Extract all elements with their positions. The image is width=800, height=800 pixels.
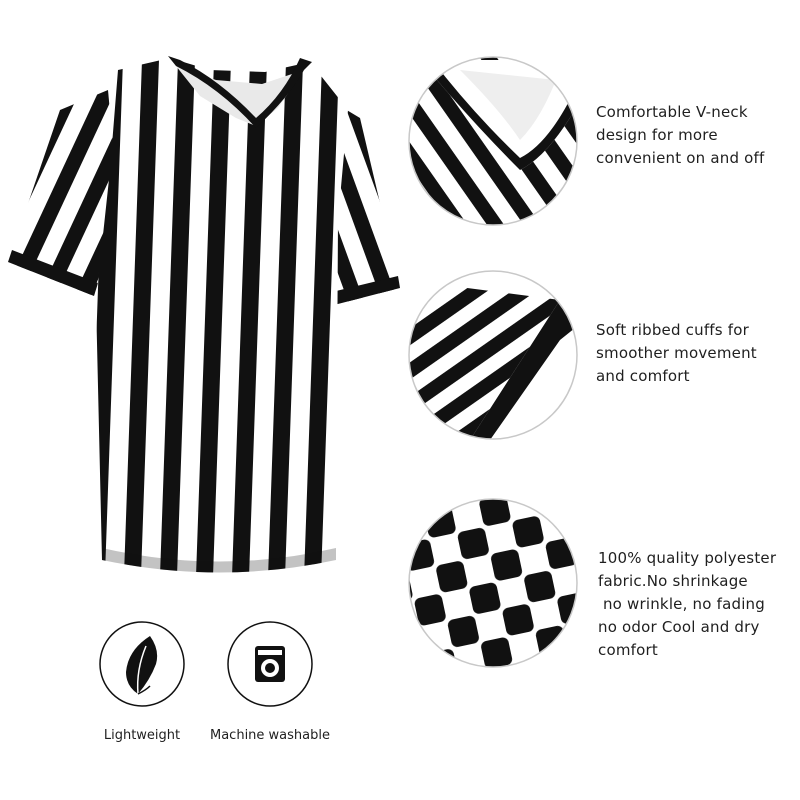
fabric-feature-text: 100% quality polyester fabric.No shrinkage no wrinkle, no fading no odor Cool and dry comfort <box>598 549 777 659</box>
referee-jersey <box>8 56 400 573</box>
washing-machine-icon <box>255 646 285 682</box>
cuffs-feature-text: Soft ribbed cuffs for smoother movement and comfort <box>596 321 757 385</box>
lightweight-badge <box>100 622 184 706</box>
jersey-body <box>96 58 348 573</box>
fabric-detail-circle <box>400 490 590 680</box>
v-neck-detail-circle <box>400 50 600 240</box>
lightweight-label: Lightweight <box>103 728 181 743</box>
v-neck-feature-text: Comfortable V-neck design for more convenient on and off <box>596 103 765 167</box>
ribbed-cuff-detail-circle <box>400 260 590 450</box>
machine-washable-label: Machine washable <box>210 728 330 743</box>
machine-washable-badge <box>228 622 312 706</box>
